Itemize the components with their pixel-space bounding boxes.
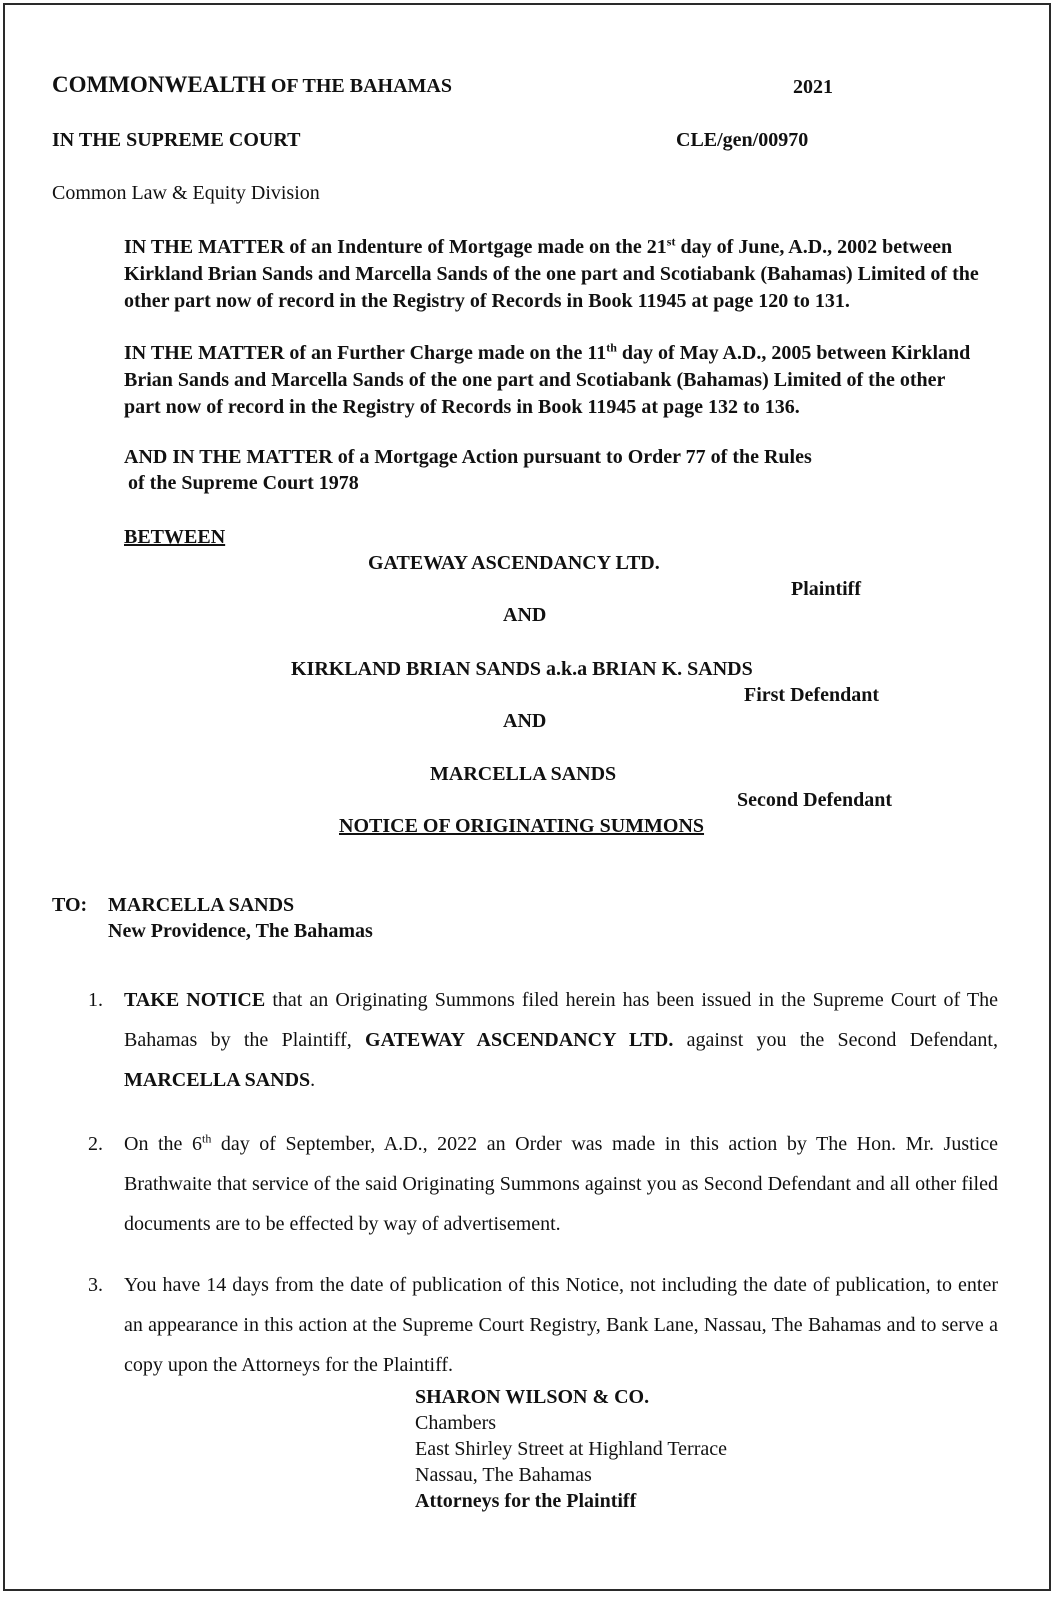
second-defendant-role: Second Defendant (737, 789, 893, 811)
court-name: IN THE SUPREME COURT (52, 129, 301, 151)
to-label: TO: (52, 894, 88, 916)
jurisdiction-rest: OF THE BAHAMAS (265, 75, 452, 97)
recipient-address: New Providence, The Bahamas (108, 920, 373, 942)
paragraph-number-2: 2. (88, 1133, 103, 1155)
first-defendant-role: First Defendant (744, 684, 879, 706)
notice-title: NOTICE OF ORIGINATING SUMMONS (339, 815, 705, 837)
and-separator-1: AND (503, 604, 547, 626)
firm-name: SHARON WILSON & CO. (415, 1386, 650, 1408)
matter-order77-line1: AND IN THE MATTER of a Mortgage Action pursuant to Order 77 of the Rules (124, 446, 812, 468)
plaintiff-role: Plaintiff (791, 578, 861, 600)
matter-further-charge: IN THE MATTER of an Further Charge made on the 11th day of May A.D., 2005 between Kirkland Brian Sands and Marcella Sands of the one part and Scotiabank (Bahamas) Limited of the other part now of record in the Registry of Records in Book 11945 at page 132 to 136. (124, 340, 971, 418)
paragraph-number-3: 3. (88, 1274, 103, 1296)
first-defendant-name: KIRKLAND BRIAN SANDS a.k.a BRIAN K. SANDS (291, 658, 753, 680)
second-defendant-name: MARCELLA SANDS (430, 763, 617, 785)
paragraph-3: You have 14 days from the date of publication of this Notice, not including the date of publication, to enter an appearance in this action at the Supreme Court Registry, Bank Lane, Nassau, The Bahamas and to serve a copy upon the Attorneys for the Plaintiff. (124, 1274, 998, 1376)
firm-street: East Shirley Street at Highland Terrace (415, 1438, 728, 1460)
paragraph-1: TAKE NOTICE that an Originating Summons filed herein has been issued in the Supreme Court of The Bahamas by the Plaintiff, GATEWAY ASCENDANCY LTD. against you the Second Defendant, MARCELLA SANDS. (124, 989, 998, 1091)
jurisdiction-main: COMMONWEALTH (52, 72, 266, 97)
division: Common Law & Equity Division (52, 182, 320, 204)
jurisdiction-heading (52, 72, 452, 98)
plaintiff-name: GATEWAY ASCENDANCY LTD. (368, 552, 660, 574)
firm-role: Attorneys for the Plaintiff (415, 1490, 637, 1512)
paragraph-2: On the 6th day of September, A.D., 2022 an Order was made in this action by The Hon. Mr. Justice Brathwaite that service of the said Originating Summons against you as Second Defendant and all other filed documents are to be effected by way of advertisement. (124, 1131, 998, 1235)
matter-mortgage: IN THE MATTER of an Indenture of Mortgage made on the 21st day of June, A.D., 2002 between Kirkland Brian Sands and Marcella Sands of the one part and Scotiabank (Bahamas) Limited of the other part now of record in the Registry of Records in Book 11945 at page 120 to 131. (124, 234, 979, 312)
year: 2021 (793, 76, 833, 98)
matter-order77-line2: of the Supreme Court 1978 (128, 472, 359, 494)
recipient-name: MARCELLA SANDS (108, 894, 295, 916)
firm-city: Nassau, The Bahamas (415, 1464, 592, 1486)
between-label: BETWEEN (124, 526, 226, 548)
firm-chambers: Chambers (415, 1412, 497, 1434)
case-number: CLE/gen/00970 (676, 129, 809, 151)
and-separator-2: AND (503, 710, 547, 732)
paragraph-number-1: 1. (88, 989, 103, 1011)
